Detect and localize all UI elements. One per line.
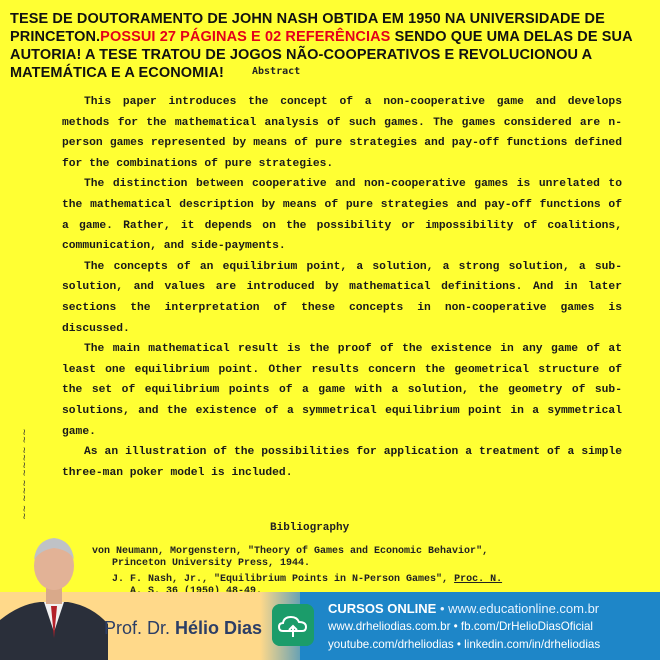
headline <box>10 10 650 82</box>
author-portrait <box>0 520 108 660</box>
headline-part2: SENDO QUE UMA DELAS DE SUA AUTORIA! A TESE TRATOU DE JOGOS NÃO-COOPERATIVOS E REVOLUCIONOU A MATEMÁTICA E A ECONOMIA! <box>10 29 633 81</box>
abstract-paragraph: The main mathematical result is the proof of the existence in any game of at least one equilibrium point. Other results concern the geometrical structure of the set of equilibrium points of a game with a solution, the geometry of sub-solutions, and the existence of a symmetrical equilibrium point in a symmetrical game. <box>62 343 622 438</box>
headline-highlight: POSSUI 27 PÁGINAS E 02 REFERÊNCIAS <box>100 29 391 45</box>
abstract-body <box>62 92 622 483</box>
website-line[interactable]: www.drheliodias.com.br • fb.com/DrHelioDiasOficial <box>328 620 593 633</box>
abstract-paragraph: The concepts of an equilibrium point, a solution, a strong solution, a sub-solution, and values are introduced by mathematical definitions. And in later sections the interpretation of these concepts in non-cooperative games is discussed. <box>62 260 622 335</box>
courses-line: CURSOS ONLINE • www.educationline.com.br <box>328 601 600 616</box>
bibliography-label: Bibliography <box>270 522 350 534</box>
abstract-paragraph: This paper introduces the concept of a non-cooperative game and develops methods for the mathematical analysis of such games. The games considered are n-person games represented by means of pure strategies and pay-off functions defined for the combinations of pure strategies. <box>62 96 622 170</box>
handwritten-margin-note: ~~ ~~~ ~~~~ ~~ <box>20 428 30 520</box>
abstract-paragraph: The distinction between cooperative and non-cooperative games is unrelated to the mathematical description by means of pure strategies and pay-off functions of a game. Rather, it depends on the possibility or impossibility of coalitions, communication, and side-payments. <box>62 178 622 253</box>
abstract-label: Abstract <box>252 66 301 77</box>
professor-name: Prof. Dr. Hélio Dias <box>104 618 263 638</box>
headline-part1: TESE DE DOUTORAMENTO DE JOHN NASH OBTIDA EM 1950 NA UNIVERSIDADE DE PRINCETON. <box>10 11 605 45</box>
reference-2-line1: J. F. Nash, Jr., "Equilibrium Points in N-Person Games", Proc. N. <box>112 574 503 585</box>
reference-1-line2: Princeton University Press, 1944. <box>112 558 311 569</box>
contact-info <box>328 600 654 654</box>
cloud-logo-icon <box>272 604 314 646</box>
abstract-paragraph: As an illustration of the possibilities for application a treatment of a simple three-man poker model is included. <box>62 446 622 479</box>
reference-1-line1: von Neumann, Morgenstern, "Theory of Games and Economic Behavior", <box>92 546 489 557</box>
social-line[interactable]: youtube.com/drheliodias • linkedin.com/in/drheliodias <box>328 638 601 651</box>
